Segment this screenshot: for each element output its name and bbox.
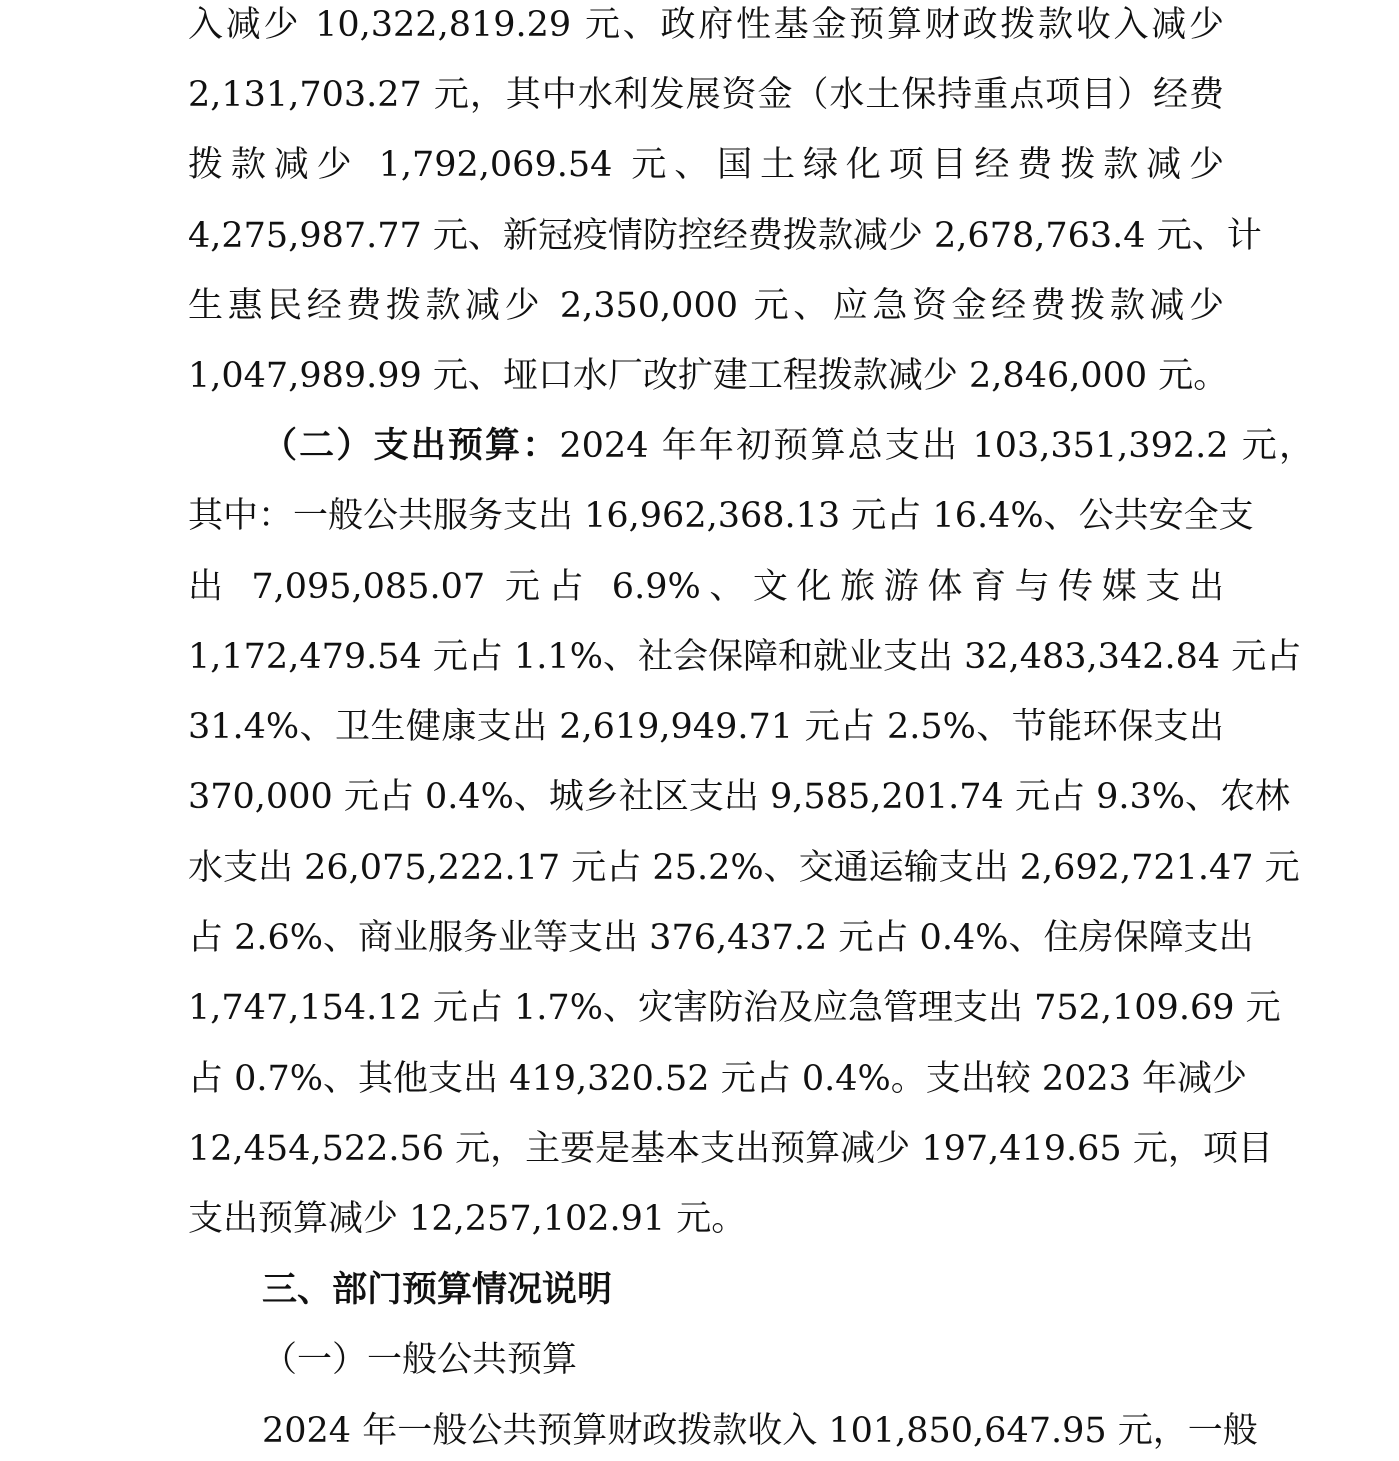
text-line: 出 7,095,085.07 元占 6.9%、文化旅游体育与传媒支出 [188,567,1224,607]
text-line: 入减少 10,322,819.29 元、政府性基金预算财政拨款收入减少 [188,5,1224,45]
text-line: 370,000 元占 0.4%、城乡社区支出 9,585,201.74 元占 9.3%、农林 [188,777,1290,817]
text-line: 支出预算减少 12,257,102.91 元。 [188,1199,747,1239]
text-line: 其中：一般公共服务支出 16,962,368.13 元占 16.4%、公共安全支 [188,496,1254,536]
text-line: 水支出 26,075,222.17 元占 25.2%、交通运输支出 2,692,721.47 元 [188,848,1300,888]
text-line: 4,275,987.77 元、新冠疫情防控经费拨款减少 2,678,763.4 元、计 [188,216,1262,256]
text-line: 1,172,479.54 元占 1.1%、社会保障和就业支出 32,483,342.84 元占 [188,637,1302,677]
text-line: 拨款减少 1,792,069.54 元、国土绿化项目经费拨款减少 [188,145,1224,185]
expenditure-label: （二）支出预算： [262,426,560,466]
text-line: 生惠民经费拨款减少 2,350,000 元、应急资金经费拨款减少 [188,286,1224,326]
text-line: 1,047,989.99 元、垭口水厂改扩建工程拨款减少 2,846,000 元。 [188,356,1229,396]
text-line: 2,131,703.27 元，其中水利发展资金（水土保持重点项目）经费 [188,75,1224,115]
text-line: 占 2.6%、商业服务业等支出 376,437.2 元占 0.4%、住房保障支出 [188,918,1254,958]
text-line: 12,454,522.56 元，主要是基本支出预算减少 197,419.65 元，项目 [188,1129,1273,1169]
section-heading: 三、部门预算情况说明 [262,1270,613,1310]
text-segment: 2024 年年初预算总支出 103,351,392.2 元， [559,426,1314,466]
text-line: 2024 年一般公共预算财政拨款收入 101,850,647.95 元，一般 [262,1411,1258,1451]
text-line: 31.4%、卫生健康支出 2,619,949.71 元占 2.5%、节能环保支出 [188,707,1224,747]
subsection-heading: （一）一般公共预算 [262,1340,578,1380]
expenditure-first-line [262,416,1314,476]
text-line: 1,747,154.12 元占 1.7%、灾害防治及应急管理支出 752,109.69 元 [188,988,1281,1028]
text-line: 占 0.7%、其他支出 419,320.52 元占 0.4%。支出较 2023 年减少 [188,1059,1248,1099]
